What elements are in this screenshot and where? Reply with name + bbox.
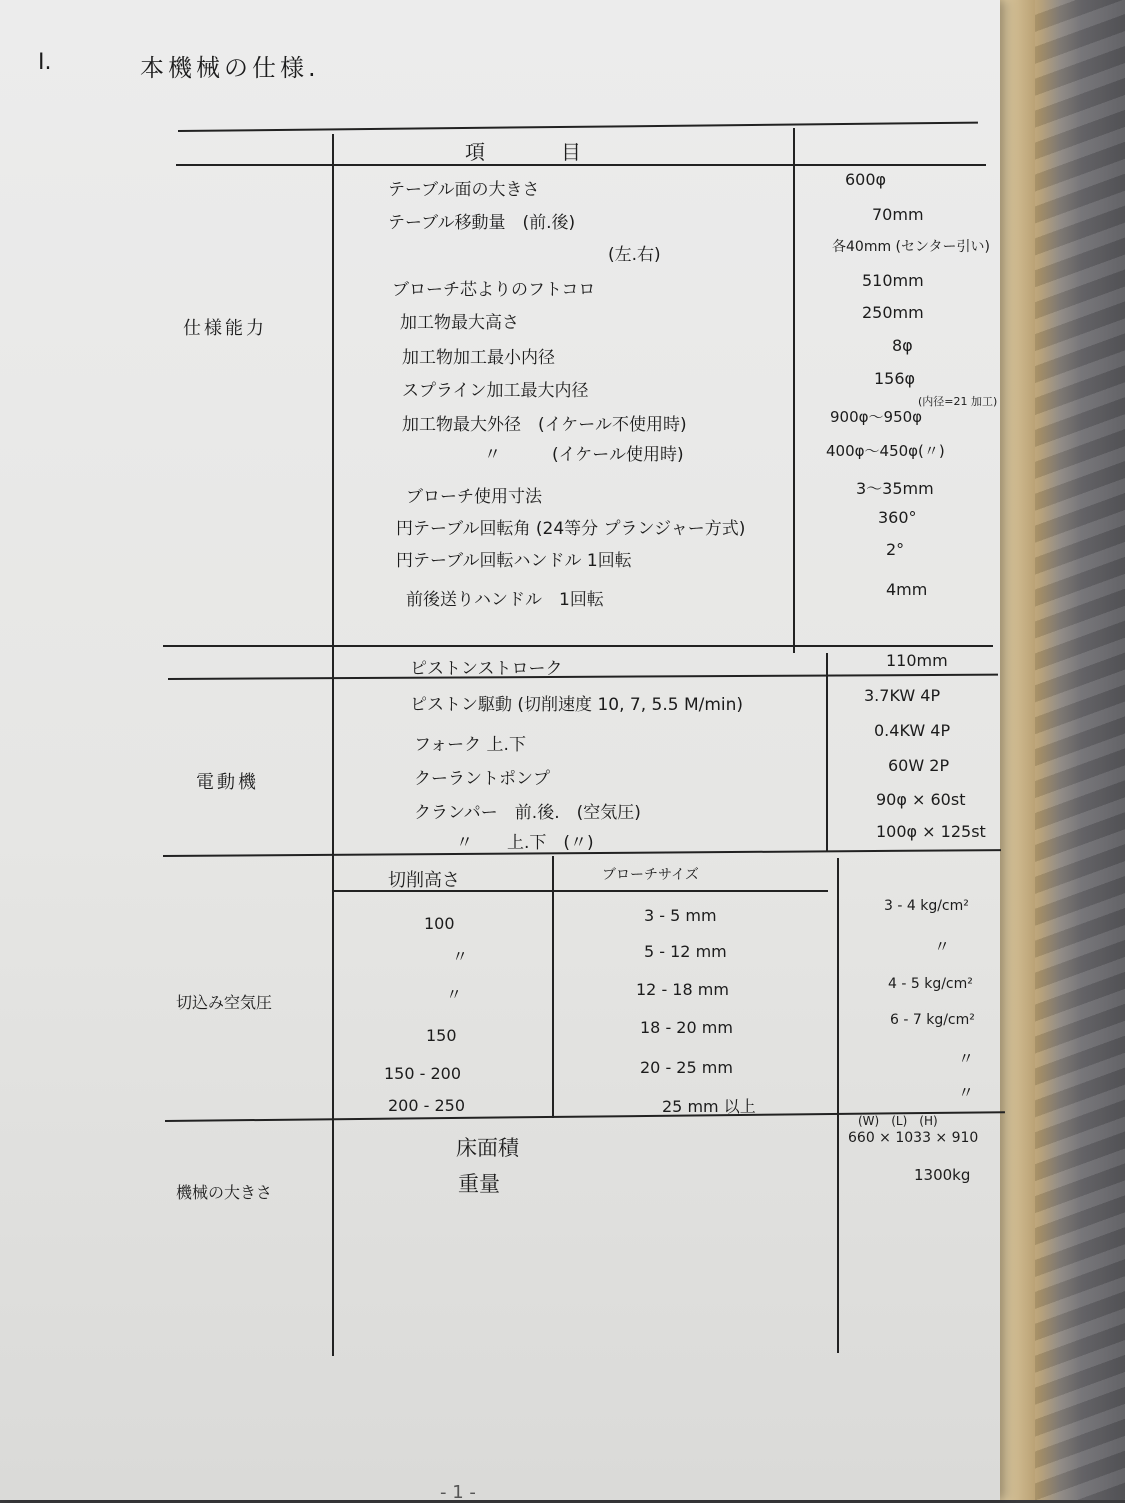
- motor-item-label: クーラントポンプ: [414, 769, 550, 789]
- spec-item-label: 加工物加工最小内径: [402, 348, 555, 368]
- spec-item-value: 70mm: [872, 205, 924, 224]
- air-cut-height: 〃: [446, 985, 463, 1004]
- motor-item-value: 90φ × 60st: [876, 790, 966, 809]
- motor-item-value: 3.7KW 4P: [864, 686, 941, 705]
- air-cut-height: 150 - 200: [384, 1064, 462, 1083]
- motor-item-label: ピストン駆動 (切削速度 10, 7, 5.5 M/min): [410, 695, 744, 715]
- air-cut-height: 〃: [452, 947, 469, 966]
- spec-item-label: ブローチ芯よりのフトコロ: [392, 280, 596, 300]
- spec-item-value: 156φ: [874, 369, 916, 388]
- page-number: - 1 -: [440, 1482, 476, 1503]
- motor-item-label: クランパー 前.後. (空気圧): [414, 803, 641, 823]
- spec-item-label: 円テーブル回転角 (24等分 プランジャー方式): [396, 519, 746, 539]
- table-header: 項 目: [465, 140, 585, 164]
- air-broach-size: 3 - 5 mm: [644, 906, 717, 925]
- value-column-rule-lower: [837, 858, 839, 1353]
- air-broach-size: 25 mm 以上: [662, 1097, 756, 1116]
- section-number: I.: [38, 50, 52, 75]
- air-subcolumn-rule: [552, 856, 554, 1118]
- air-pressure: 6 - 7 kg/cm²: [890, 1012, 975, 1028]
- air-pressure: 4 - 5 kg/cm²: [888, 976, 973, 992]
- size-item-label: 重量: [458, 1172, 500, 1196]
- spec-bottom-rule: [163, 645, 993, 647]
- spec-item-label: テーブル面の大きさ: [388, 180, 540, 200]
- spec-item-label: 円テーブル回転ハンドル 1回転: [396, 551, 632, 571]
- spec-item-value: 2°: [886, 540, 905, 559]
- air-pressure: 〃: [958, 1049, 975, 1068]
- size-item-value: 1300kg: [914, 1166, 971, 1184]
- category-machine-size: 機械の大きさ: [176, 1183, 273, 1202]
- value-column-rule-upper: [793, 128, 795, 653]
- spec-item-value: 250mm: [862, 303, 924, 322]
- motor-item-value: 0.4KW 4P: [874, 721, 951, 740]
- motor-item-value: 60W 2P: [888, 756, 950, 775]
- air-broach-size: 5 - 12 mm: [644, 942, 727, 961]
- air-pressure: 〃: [958, 1083, 975, 1102]
- air-cut-height: 100: [424, 914, 455, 933]
- air-broach-size: 18 - 20 mm: [640, 1018, 733, 1037]
- air-broach-size: 12 - 18 mm: [636, 980, 729, 999]
- spec-item-label: 前後送りハンドル 1回転: [406, 590, 604, 610]
- air-pressure: 〃: [934, 937, 951, 956]
- spec-item-value: 900φ〜950φ: [830, 408, 923, 426]
- category-spec: 仕様能力: [183, 318, 267, 339]
- spec-item-value: 3〜35mm: [856, 479, 934, 498]
- air-header-cut-height: 切削高さ: [388, 870, 460, 891]
- plastic-sleeve: [1035, 0, 1125, 1500]
- page-title: 本機械の仕様.: [140, 54, 320, 82]
- air-broach-size: 20 - 25 mm: [640, 1058, 733, 1077]
- motor-item-label: 〃 上.下 (〃): [456, 833, 594, 853]
- air-cut-height: 200 - 250: [388, 1096, 466, 1115]
- spec-item-label: 加工物最大高さ: [400, 313, 519, 333]
- piston-stroke-label: ピストンストローク: [410, 659, 563, 679]
- air-header-broach-size: ブローチサイズ: [602, 867, 699, 883]
- spec-item-value: 4mm: [886, 580, 928, 599]
- spec-item-value: 510mm: [862, 271, 924, 290]
- size-item-value: 660 × 1033 × 910: [848, 1130, 979, 1146]
- spec-item-label: スプライン加工最大内径: [402, 381, 589, 401]
- spec-item-value: 400φ〜450φ(〃): [826, 442, 945, 460]
- value-column-rule-mid: [826, 653, 828, 851]
- table-top-rule: [178, 122, 978, 132]
- spec-item-value: 360°: [878, 508, 917, 527]
- spec-item-label: (左.右): [608, 245, 661, 265]
- spec-item-label: 加工物最大外径 (イケール不使用時): [402, 415, 687, 435]
- piston-stroke-value: 110mm: [886, 651, 948, 670]
- spec-item-value: 8φ: [892, 336, 913, 355]
- size-item-label: 床面積: [456, 1136, 519, 1160]
- spec-item-label: テーブル移動量 (前.後): [388, 213, 576, 233]
- category-column-rule: [332, 134, 334, 1356]
- spec-item-value: 各40mm (センター引い): [832, 239, 990, 255]
- motor-item-value: 100φ × 125st: [876, 822, 986, 841]
- air-pressure: 3 - 4 kg/cm²: [884, 898, 969, 914]
- motor-item-label: フォーク 上.下: [414, 735, 526, 755]
- spec-item-note: (内径=21 加工): [918, 395, 998, 408]
- category-motor: 電動機: [196, 772, 259, 793]
- size-units-note: (W) (L) (H): [858, 1114, 938, 1128]
- stroke-bottom-rule: [168, 674, 998, 680]
- spec-item-label: ブローチ使用寸法: [406, 487, 542, 507]
- category-air-pressure: 切込み空気圧: [176, 993, 273, 1012]
- air-cut-height: 150: [426, 1026, 457, 1045]
- spec-item-value: 600φ: [845, 170, 887, 189]
- spec-item-label: 〃 (イケール使用時): [484, 445, 684, 465]
